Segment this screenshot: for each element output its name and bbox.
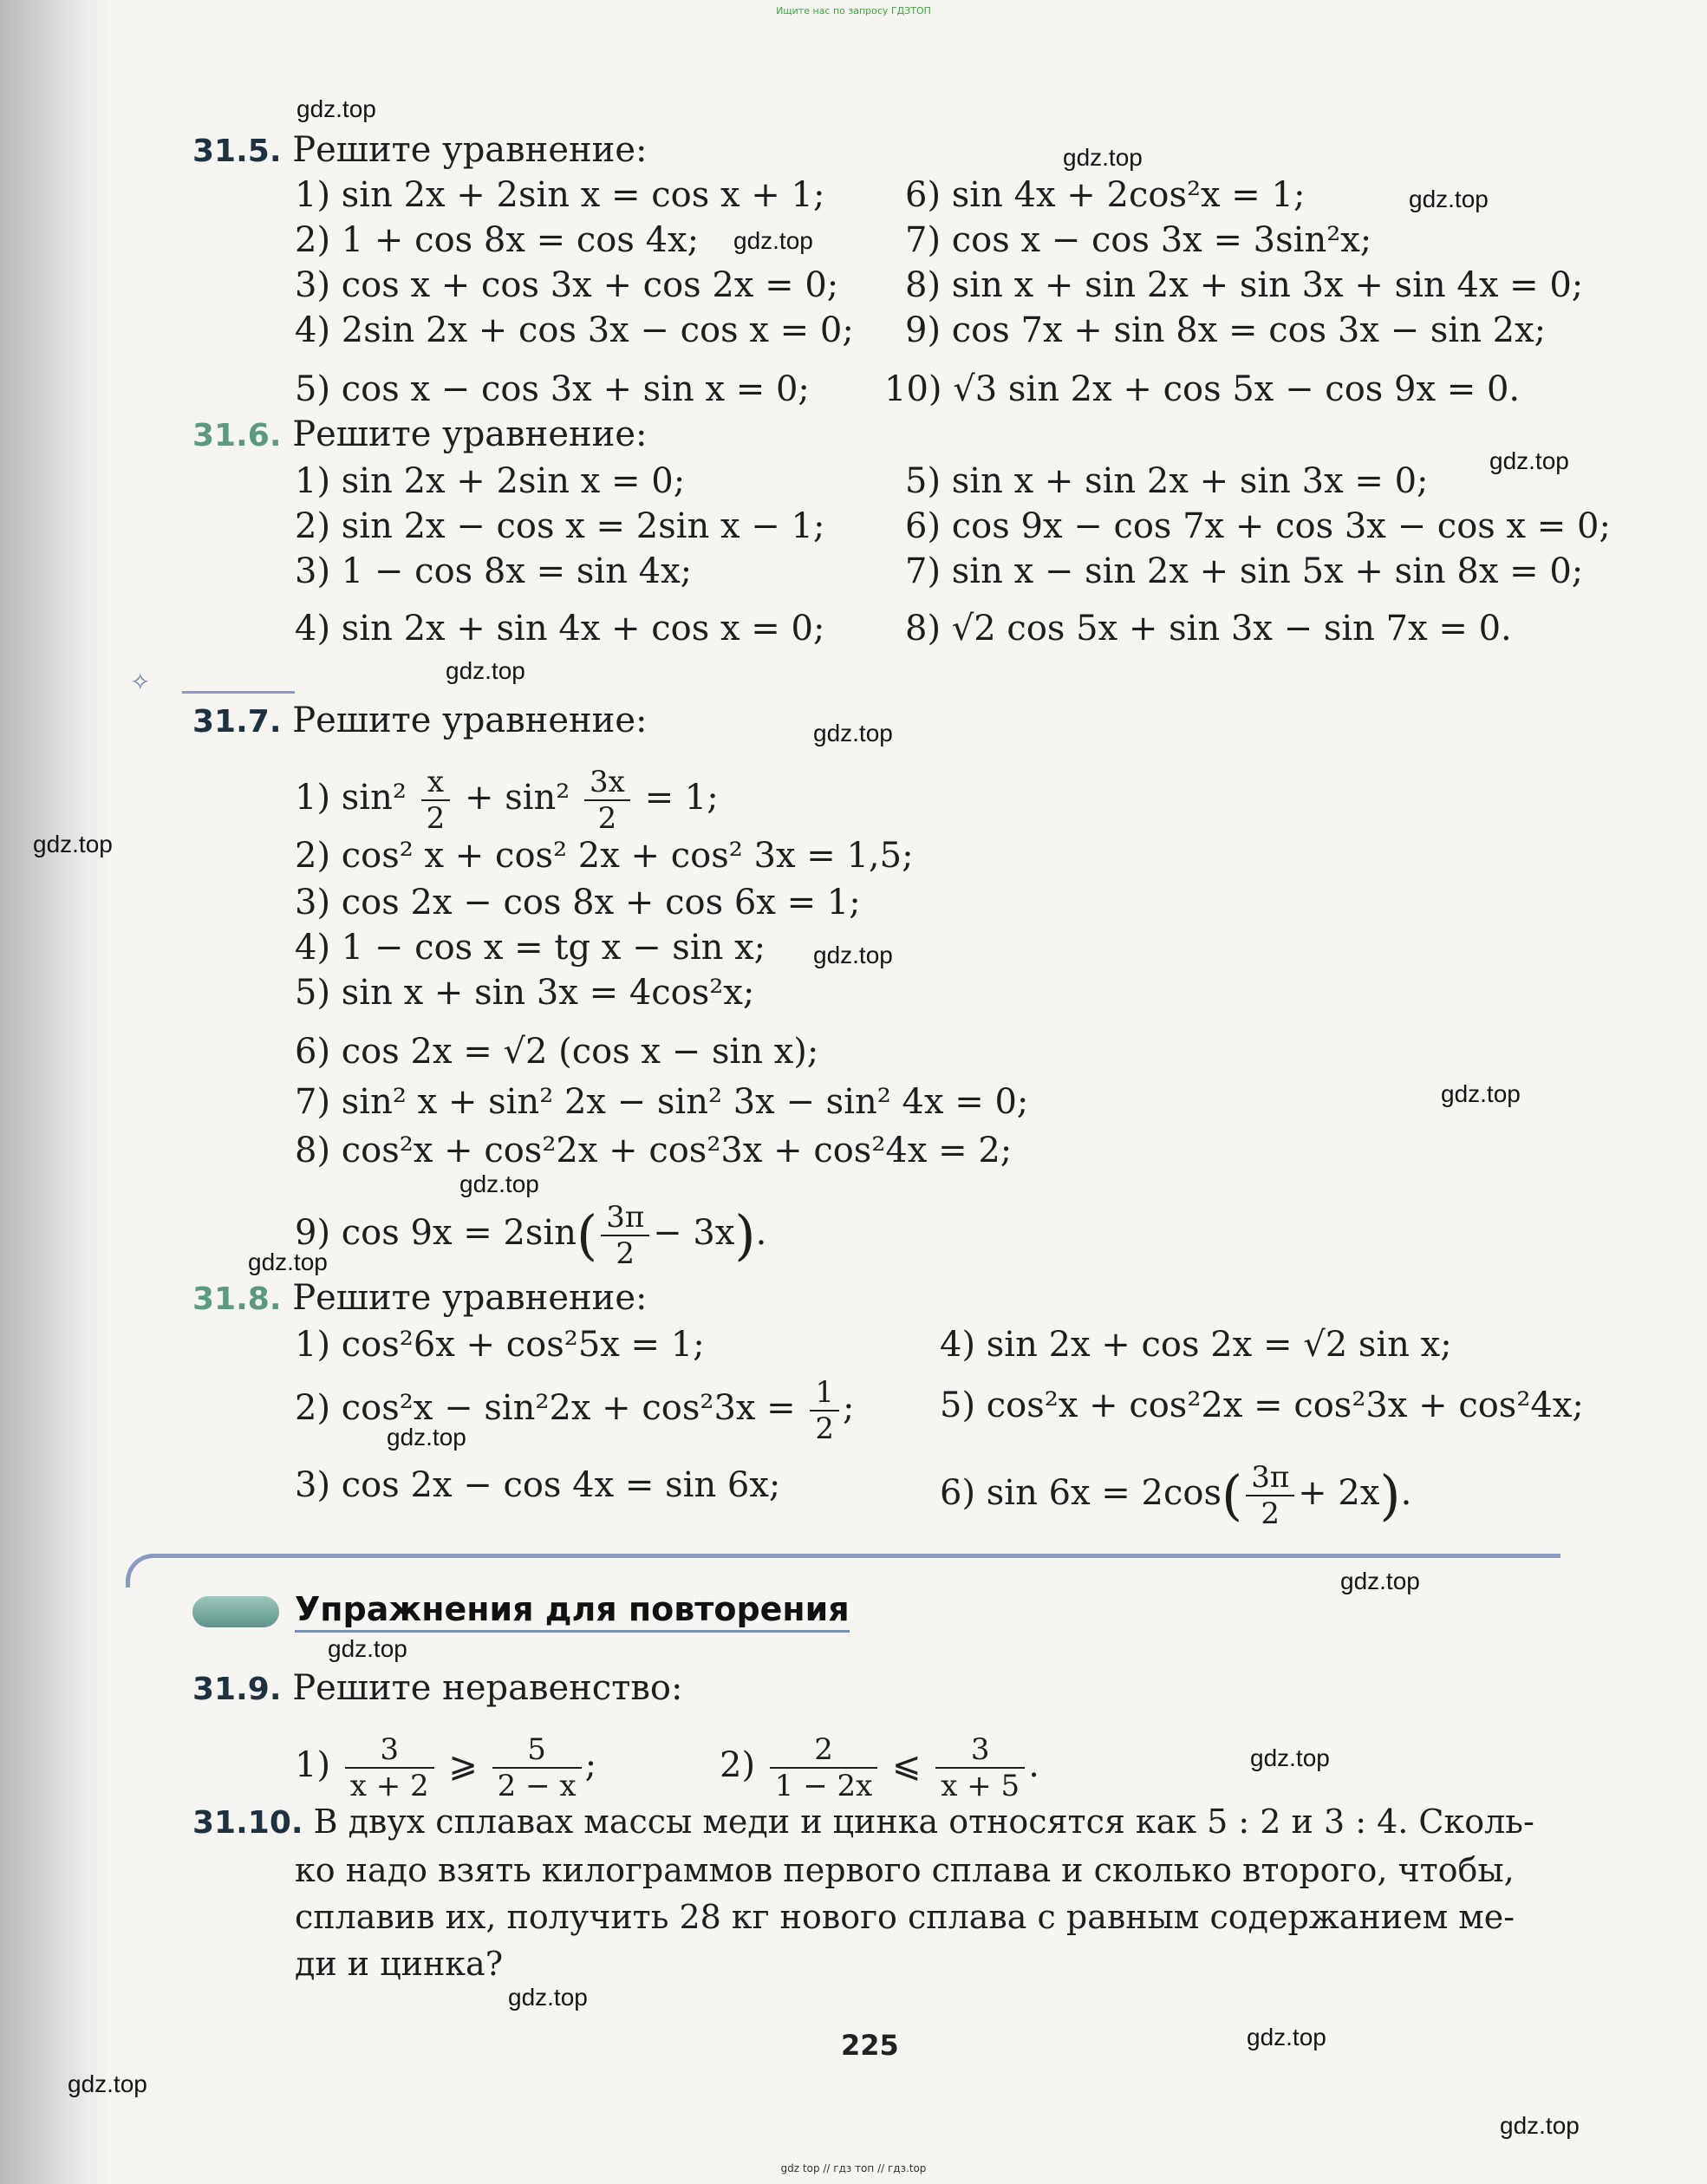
exercise-instruction: Решите уравнение:	[292, 414, 648, 454]
watermark: gdz.top	[1247, 2024, 1326, 2050]
equation-part: 2) cos²x − sin²2x + cos²3x =	[295, 1388, 796, 1428]
numerator: 3	[935, 1732, 1025, 1769]
watermark: gdz.top	[446, 657, 525, 684]
exercise-instruction: Решите уравнение:	[292, 701, 648, 740]
equation: 2) cos² x + cos² 2x + cos² 3x = 1,5;	[295, 836, 914, 876]
diamond-ornament-icon: ✧	[130, 668, 151, 696]
exercise-instruction: Решите уравнение:	[292, 130, 648, 170]
equation: 6) cos 2x = √2 (cos x − sin x);	[295, 1032, 819, 1072]
equation: 4) 2sin 2x + cos 3x − cos x = 0;	[295, 310, 854, 350]
fraction	[584, 765, 630, 836]
equation: 2) 1 + cos 8x = cos 4x;	[295, 220, 700, 260]
equation-part: + 2x	[1298, 1473, 1380, 1513]
equation-part: − 3x	[653, 1213, 735, 1253]
numerator: 2	[770, 1732, 878, 1769]
watermark: gdz.top	[328, 1635, 407, 1662]
item-label: 1)	[295, 1745, 331, 1785]
exercise-31-5-header	[192, 130, 647, 170]
watermark: gdz.top	[33, 831, 113, 857]
fraction	[492, 1732, 582, 1803]
watermark: gdz.top	[1409, 186, 1489, 212]
equation: 8) cos²x + cos²2x + cos²3x + cos²4x = 2;	[295, 1131, 1013, 1170]
exercise-number: 31.6.	[192, 418, 282, 453]
watermark: gdz.top	[813, 720, 893, 746]
equation-part: ;	[843, 1388, 855, 1428]
numerator: 3x	[584, 765, 630, 801]
watermark: gdz.top	[387, 1424, 466, 1451]
equation-fraction	[295, 765, 719, 836]
watermark: gdz.top	[1250, 1744, 1330, 1771]
divider	[182, 691, 295, 694]
exercise-31-10	[192, 1798, 1656, 1987]
watermark: gdz.top	[248, 1248, 328, 1275]
watermark: gdz.top	[459, 1170, 539, 1197]
fraction	[810, 1375, 839, 1446]
problem-text-line: ко надо взять килограммов первого сплава и сколько второго, чтобы,	[295, 1851, 1515, 1889]
fraction	[770, 1732, 878, 1803]
equation: 8) √2 cos 5x + sin 3x − sin 7x = 0.	[905, 609, 1512, 649]
equation: 3) cos 2x − cos 8x + cos 6x = 1;	[295, 883, 861, 922]
equation: 1) sin 2x + 2sin x = 0;	[295, 461, 686, 501]
equation: 7) sin² x + sin² 2x − sin² 3x − sin² 4x = 0;	[295, 1082, 1029, 1122]
equation: 3) cos x + cos 3x + cos 2x = 0;	[295, 265, 839, 305]
watermark: gdz.top	[813, 942, 893, 968]
denominator: 2 − x	[497, 1769, 577, 1803]
equation: 9) cos 7x + sin 8x = cos 3x − sin 2x;	[905, 310, 1547, 350]
fraction	[345, 1732, 434, 1803]
exercise-31-7-header	[192, 701, 647, 740]
watermark: gdz.top	[1489, 447, 1569, 474]
watermark: gdz.top	[733, 227, 813, 254]
watermark: gdz.top	[1500, 2112, 1580, 2139]
problem-text-line: В двух сплавах массы меди и цинка относятся как 5 : 2 и 3 : 4. Сколь-	[313, 1803, 1534, 1841]
fraction	[601, 1200, 649, 1271]
equation-part: .	[755, 1213, 767, 1253]
problem-text-line: сплавив их, получить 28 кг нового сплава с равным содержанием ме-	[295, 1898, 1515, 1936]
equation: 1) cos²6x + cos²5x = 1;	[295, 1325, 705, 1365]
exercise-number: 31.5.	[192, 134, 282, 169]
numerator: 5	[492, 1732, 582, 1769]
equation-part: ;	[584, 1745, 597, 1785]
equation-part: 9) cos 9x = 2sin	[295, 1213, 577, 1253]
equation-part: .	[1028, 1745, 1039, 1785]
equation-part: + sin²	[464, 778, 570, 818]
top-banner: Ищите нас по запросу ГДЗТОП	[776, 5, 931, 16]
numerator: x	[421, 765, 451, 801]
denominator: 2	[616, 1236, 635, 1271]
book-gutter-shadow	[0, 0, 113, 2184]
item-label: 2)	[720, 1745, 756, 1785]
exercise-number: 31.9.	[192, 1672, 282, 1707]
denominator: 1 − 2x	[774, 1769, 873, 1803]
numerator: 3π	[1246, 1460, 1294, 1496]
inequality	[295, 1732, 596, 1803]
page-number: 225	[841, 2029, 899, 2062]
equation: 6) sin 4x + 2cos²x = 1;	[905, 175, 1306, 215]
equation: 1) sin 2x + 2sin x = cos x + 1;	[295, 175, 825, 215]
equation: 8) sin x + sin 2x + sin 3x + sin 4x = 0;	[905, 265, 1584, 305]
equation: 4) 1 − cos x = tg x − sin x;	[295, 928, 766, 968]
equation-part: .	[1400, 1473, 1412, 1513]
equation-part: 1) sin²	[295, 778, 407, 818]
exercise-31-9-header	[192, 1668, 682, 1708]
equation: 5) sin x + sin 3x = 4cos²x;	[295, 973, 755, 1013]
fraction	[935, 1732, 1025, 1803]
exercise-number: 31.7.	[192, 704, 282, 740]
denominator: 2	[597, 801, 617, 836]
equation: 5) sin x + sin 2x + sin 3x = 0;	[905, 461, 1429, 501]
operator: ⩽	[892, 1745, 922, 1785]
watermark: gdz.top	[1063, 144, 1143, 171]
section-marker-icon	[192, 1596, 279, 1627]
equation: 5) cos²x + cos²2x = cos²3x + cos²4x;	[940, 1385, 1584, 1425]
equation: 4) sin 2x + cos 2x = √2 sin x;	[940, 1325, 1452, 1365]
problem-text-line: ди и цинка?	[295, 1945, 504, 1983]
equation-part: = 1;	[644, 778, 719, 818]
equation-fraction: 9) cos 9x = 2sin( $\frac{3\pi}{2}$ − 3x).	[295, 1200, 767, 1271]
equation-part: 6) sin 6x = 2cos	[940, 1473, 1222, 1513]
equation: 5) cos x − cos 3x + sin x = 0;	[295, 369, 810, 409]
bottom-banner: gdz top // гдз топ // гдз.top	[780, 2162, 927, 2174]
exercise-instruction: Решите неравенство:	[292, 1668, 683, 1708]
section-title: Упражнения для повторения	[295, 1590, 850, 1633]
equation: 3) 1 − cos 8x = sin 4x;	[295, 551, 693, 591]
watermark: gdz.top	[508, 1984, 588, 2011]
exercise-number: 31.10.	[192, 1805, 303, 1841]
denominator: x + 5	[941, 1769, 1020, 1803]
watermark: gdz.top	[1441, 1080, 1521, 1107]
equation-fraction	[295, 1375, 855, 1446]
equation: 10) √3 sin 2x + cos 5x − cos 9x = 0.	[884, 369, 1521, 409]
equation: 2) sin 2x − cos x = 2sin x − 1;	[295, 506, 825, 546]
denominator: 2	[426, 801, 446, 836]
fraction	[1246, 1460, 1294, 1531]
exercise-31-6-header	[192, 414, 647, 454]
exercise-number: 31.8.	[192, 1281, 282, 1317]
equation: 6) cos 9x − cos 7x + cos 3x − cos x = 0;	[905, 506, 1611, 546]
watermark: gdz.top	[296, 95, 376, 122]
section-divider	[126, 1554, 1560, 1587]
exercise-instruction: Решите уравнение:	[292, 1278, 648, 1318]
equation: 7) cos x − cos 3x = 3sin²x;	[905, 220, 1372, 260]
numerator: 3π	[601, 1200, 649, 1236]
inequality	[720, 1732, 1039, 1803]
denominator: x + 2	[349, 1769, 429, 1803]
watermark: gdz.top	[1340, 1568, 1420, 1594]
exercise-31-8-header	[192, 1278, 647, 1318]
denominator: 2	[815, 1411, 835, 1446]
operator: ⩾	[448, 1745, 478, 1785]
denominator: 2	[1261, 1496, 1280, 1531]
equation: 7) sin x − sin 2x + sin 5x + sin 8x = 0;	[905, 551, 1584, 591]
equation-fraction: 6) sin 6x = 2cos( $\frac{3\pi}{2}$ + 2x).	[940, 1460, 1412, 1531]
watermark: gdz.top	[68, 2070, 147, 2097]
numerator: 1	[810, 1375, 839, 1411]
fraction	[421, 765, 451, 836]
numerator: 3	[345, 1732, 434, 1769]
equation: 3) cos 2x − cos 4x = sin 6x;	[295, 1465, 781, 1505]
equation: 4) sin 2x + sin 4x + cos x = 0;	[295, 609, 825, 649]
